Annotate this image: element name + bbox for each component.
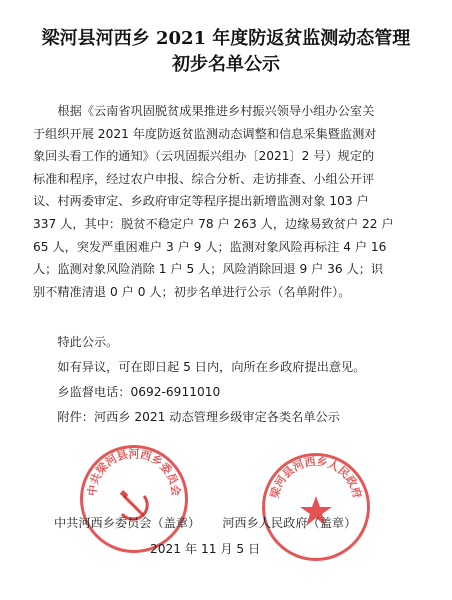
party-committee-seal [80,445,188,553]
party-seal-text: 中共梁河县河西乡委员会 [85,448,183,497]
document-body [33,100,421,303]
body-line: 根据《云南省巩固脱贫成果推进乡村振兴领导小组办公室关 [57,104,375,118]
body-line: 别不精准清退 0 户 0 人；初步名单进行公示（名单附件）。 [33,284,351,299]
body-line: 337 人，其中：脱贫不稳定户 78 户 263 人，边缘易致贫户 22 户 [33,216,394,231]
document-title-line2: 初步名单公示 [172,54,280,75]
body-line: 人；监测对象风险消除 1 户 5 人；风险消除回退 9 户 36 人；识 [33,262,384,277]
body-line: 标准和程序，经过农户申报、综合分析、走访排查、小组公开评 [33,171,375,186]
special-notice: 特此公示。 [57,335,119,349]
body-line: 议、村两委审定、乡政府审定等程序提出新增监测对象 103 户 [33,194,369,209]
body-line: 于组织开展 2021 年度防返贫监测动态调整和信息采集暨监测对 [33,126,377,141]
document-title-line1: 梁河县河西乡 2021 年度防返贫监测动态管理 [41,28,411,49]
signature-line [54,514,414,532]
svg-text:中共梁河县河西乡委员会 [85,448,184,497]
document-date: 2021 年 11 月 5 日 [150,542,261,556]
objection-notice: 如有异议，可在即日起 5 日内，向所在乡政府提出意见。 [57,360,366,374]
body-line: 65 人，突发严重困难户 3 户 9 人；监测对象风险再标注 4 户 16 [33,239,387,254]
signer-party-committee: 中共河西乡委员会（盖章） [54,516,201,530]
party-seal-graphic [83,448,185,550]
signer-government: 河西乡人民政府（盖章） [222,516,357,530]
government-seal-text: 梁河县河西乡人民政府 [268,456,364,500]
attachment-note: 附件：河西乡 2021 动态管理乡级审定各类名单公示 [57,410,340,424]
supervision-phone: 乡监督电话：0692-6911010 [57,385,221,399]
body-line: 象回头看工作的通知》（云巩固振兴组办〔2021〕2 号）规定的 [33,149,375,164]
svg-text:梁河县河西乡人民政府 [267,456,364,500]
